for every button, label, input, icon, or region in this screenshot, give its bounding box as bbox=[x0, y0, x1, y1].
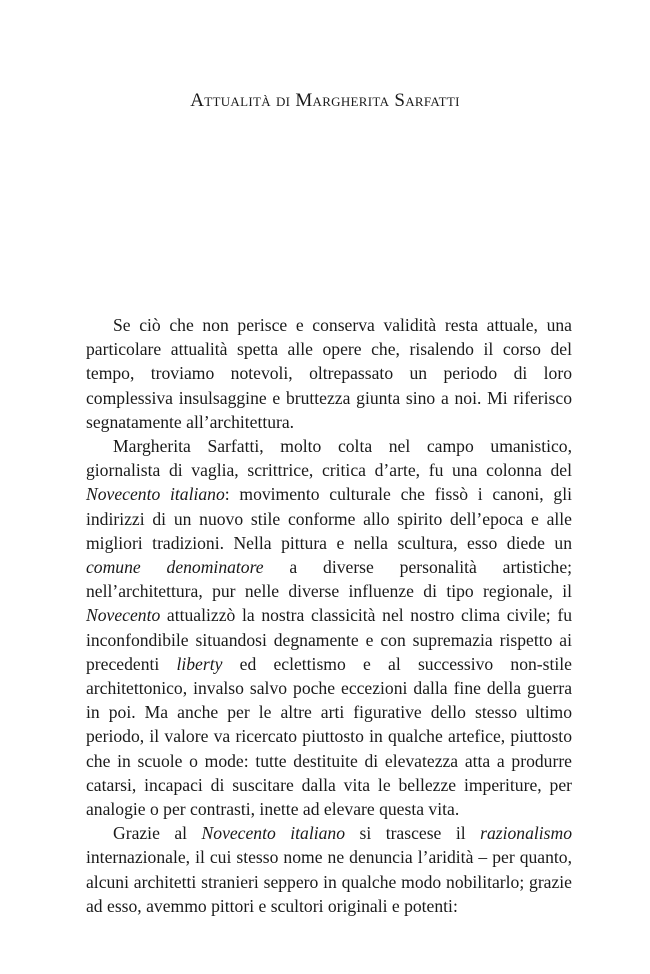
chapter-title: Attualità di Margherita Sarfatti bbox=[190, 90, 460, 111]
paragraph-2-italic-liberty: liberty bbox=[176, 653, 223, 674]
paragraph-2-text-d: attualizzò la nostra classicità nel nostro clima civile; fu inconfondibile situandosi degnamente e con supremazia rispetto ai precedenti bbox=[86, 605, 572, 674]
paragraph-3-italic-novecento-italiano: Novecento italiano bbox=[201, 823, 345, 844]
paragraph-2-text-b: : movimento culturale che fissò i canoni, gli indirizzi di un nuovo stile conforme allo spirito dell’epoca e alle migliori tradizioni. Nella pittura e nella scultura, esso diede un bbox=[86, 484, 572, 553]
paragraph-2-text-a: Margherita Sarfatti, molto colta nel campo umanistico, giornalista di vaglia, scrittrice, critica d’arte, fu una colonna del bbox=[86, 436, 572, 481]
paragraph-1-text: Se ciò che non perisce e conserva validità resta attuale, una particolare attualità spetta alle opere che, risalendo il corso del tempo, troviamo notevoli, oltrepassato un periodo di loro complessiva insulsaggine e bruttezza giunta sino a noi. Mi riferisco segnatamente all’architettura. bbox=[86, 315, 572, 432]
paragraph-2-italic-novecento: Novecento bbox=[86, 605, 161, 626]
paragraph-2-italic-novecento-italiano: Novecento italiano bbox=[86, 484, 225, 505]
paragraph-2-text-c: a diverse personalità artistiche; nell’architettura, pur nelle diverse influenze di tipo regionale, il bbox=[86, 557, 573, 602]
paragraph-3-text-a: Grazie al bbox=[113, 823, 202, 844]
paragraph-2-text-e: ed eclettismo e al successivo non-stile architettonico, invalso salvo poche eccezioni dalla fine della guerra in poi. Ma anche per le altre arti figurative dello stesso ultimo periodo, il valore va ricercato piuttosto in qualche artefice, piuttosto che in scuole o mode: tutte destituite di elevatezza atta a produrre catarsi, incapaci di suscitare dalla vita le bellezze imperiture, per analogie o per contrasti, inette ad elevare questa vita. bbox=[86, 653, 572, 820]
paragraph-1 bbox=[86, 313, 572, 434]
paragraph-2-italic-comune-denominatore: comune denominatore bbox=[86, 557, 264, 578]
paragraph-3 bbox=[86, 821, 572, 918]
paragraph-3-italic-razionalismo: razionalismo bbox=[480, 823, 572, 844]
paragraph-3-text-c: internazionale, il cui stesso nome ne denuncia l’aridità – per quanto, alcuni architetti stranieri seppero in qualche modo nobilitarlo; grazie ad esso, avemmo pittori e scultori originali e potenti: bbox=[86, 847, 572, 916]
paragraph-2 bbox=[86, 434, 572, 821]
paragraph-3-text-b: si trascese il bbox=[345, 823, 481, 844]
body-text bbox=[86, 313, 572, 918]
